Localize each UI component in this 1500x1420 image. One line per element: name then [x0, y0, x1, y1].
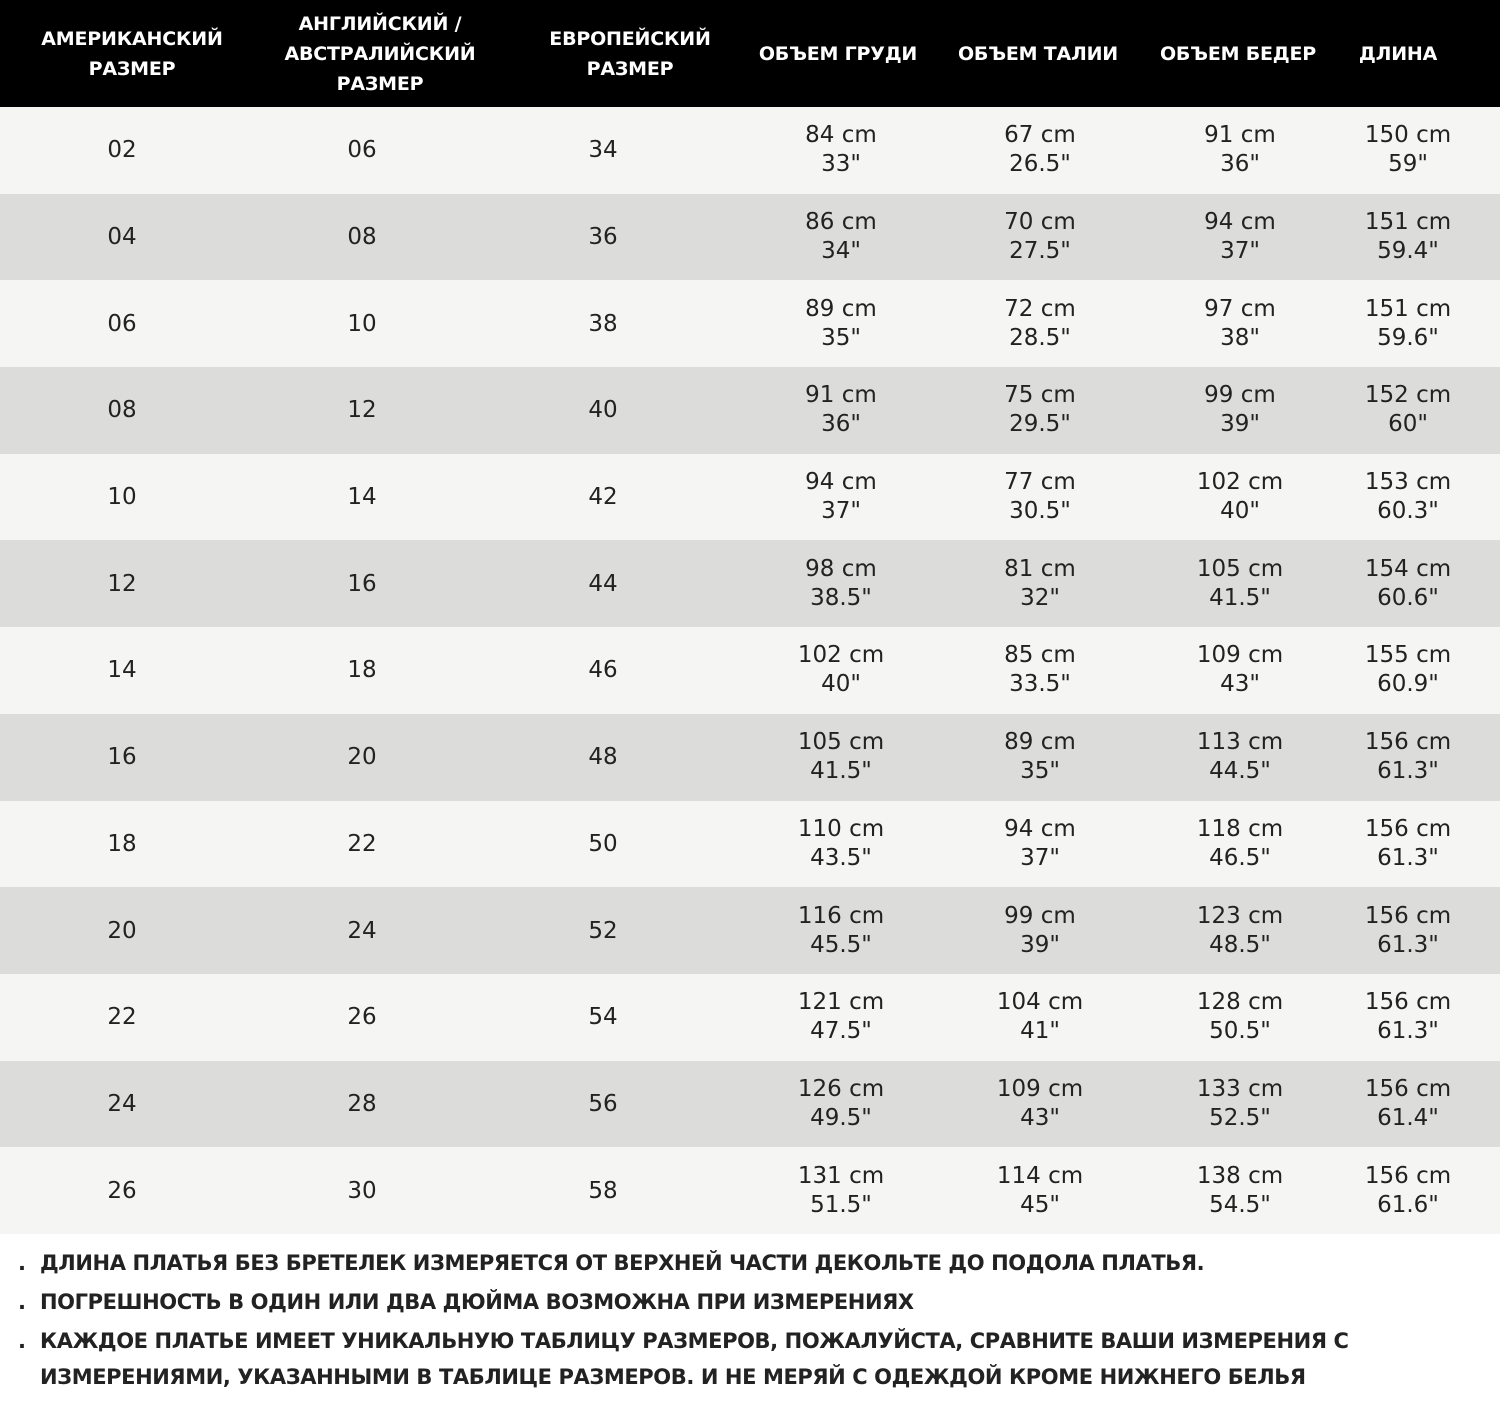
table-row [0, 194, 1500, 281]
cell-uk-size: 20 [347, 744, 377, 771]
cell-hips-cm: 123 cm [1196, 902, 1284, 929]
cell-bust [741, 194, 941, 281]
cell-uk-size: 30 [347, 1177, 377, 1204]
cell-waist-cm: 67 cm [1004, 122, 1076, 149]
cell-length-inches: 60.3" [1377, 498, 1439, 525]
cell-bust-cm: 91 cm [805, 382, 877, 409]
cell-eu-size: 58 [588, 1177, 618, 1204]
table-row [0, 367, 1500, 454]
cell-uk-size: 14 [347, 484, 377, 511]
cell-waist-inches: 41" [1020, 1018, 1060, 1045]
cell-us-size: 20 [107, 917, 137, 944]
cell-bust-inches: 51.5" [810, 1191, 872, 1218]
note-text: КАЖДОЕ ПЛАТЬЕ ИМЕЕТ УНИКАЛЬНУЮ ТАБЛИЦУ РАЗМЕРОВ, ПОЖАЛУЙСТА, СРАВНИТЕ ВАШИ ИЗМЕРЕНИЯ С ИЗМЕРЕНИЯМИ, УКАЗАННЫМИ В ТАБЛИЦЕ РАЗМЕРОВ. И НЕ МЕРЯЙ С ОДЕЖДОЙ КРОМЕ НИЖНЕГО БЕЛЬЯ [40, 1329, 1349, 1389]
cell-waist-inches: 35" [1020, 758, 1060, 785]
cell-length-cm: 156 cm [1364, 815, 1452, 842]
cell-length-cm: 156 cm [1364, 1162, 1452, 1189]
cell-waist-inches: 45" [1020, 1191, 1060, 1218]
header-bust: ОБЪЕМ ГРУДИ [758, 42, 918, 65]
cell-hips-cm: 133 cm [1196, 1075, 1284, 1102]
cell-bust-cm: 121 cm [797, 989, 885, 1016]
cell-uk-size: 10 [347, 310, 377, 337]
cell-uk-size: 26 [347, 1004, 377, 1031]
cell-waist [940, 1061, 1140, 1148]
cell-hips-cm: 94 cm [1204, 209, 1276, 236]
cell-hips-cm: 109 cm [1196, 642, 1284, 669]
cell-eu-size: 36 [588, 224, 618, 251]
cell-bust [741, 1061, 941, 1148]
cell-waist-cm: 77 cm [1004, 469, 1076, 496]
cell-bust-inches: 45.5" [810, 931, 872, 958]
notes-list [18, 1245, 1488, 1398]
cell-length-cm: 151 cm [1364, 209, 1452, 236]
cell-waist-inches: 26.5" [1009, 151, 1071, 178]
cell-hips-cm: 91 cm [1204, 122, 1276, 149]
cell-hips-inches: 52.5" [1209, 1104, 1271, 1131]
cell-us-size: 06 [107, 310, 137, 337]
cell-bust-cm: 89 cm [805, 295, 877, 322]
cell-hips-inches: 54.5" [1209, 1191, 1271, 1218]
note-item [18, 1245, 1488, 1281]
table-row [0, 627, 1500, 714]
cell-waist-cm: 94 cm [1004, 815, 1076, 842]
cell-length [1308, 107, 1500, 194]
cell-hips-cm: 105 cm [1196, 555, 1284, 582]
cell-eu-size: 40 [588, 397, 618, 424]
cell-uk-size: 16 [347, 570, 377, 597]
cell-us-size: 24 [107, 1090, 137, 1117]
cell-bust [741, 540, 941, 627]
cell-length-cm: 156 cm [1364, 1075, 1452, 1102]
cell-eu-size: 46 [588, 657, 618, 684]
cell-hips-cm: 118 cm [1196, 815, 1284, 842]
header-waist: ОБЪЕМ ТАЛИИ [957, 42, 1119, 65]
cell-bust-cm: 94 cm [805, 469, 877, 496]
cell-length-cm: 151 cm [1364, 295, 1452, 322]
cell-bust [741, 367, 941, 454]
header-uk-au-size: АНГЛИЙСКИЙ / АВСТРАЛИЙСКИЙ РАЗМЕР [284, 12, 476, 95]
cell-uk-size: 08 [347, 224, 377, 251]
cell-bust-inches: 37" [821, 498, 861, 525]
cell-bust [741, 974, 941, 1061]
note-text: ДЛИНА ПЛАТЬЯ БЕЗ БРЕТЕЛЕК ИЗМЕРЯЕТСЯ ОТ ВЕРХНЕЙ ЧАСТИ ДЕКОЛЬТЕ ДО ПОДОЛА ПЛАТЬЯ. [40, 1251, 1205, 1275]
cell-length-cm: 156 cm [1364, 902, 1452, 929]
cell-waist-inches: 28.5" [1009, 324, 1071, 351]
cell-waist-cm: 104 cm [996, 989, 1084, 1016]
note-item [18, 1323, 1488, 1395]
cell-length-inches: 59" [1388, 151, 1428, 178]
table-row [0, 1147, 1500, 1234]
cell-waist-inches: 37" [1020, 844, 1060, 871]
cell-bust [741, 627, 941, 714]
cell-us-size: 12 [107, 570, 137, 597]
cell-length [1308, 974, 1500, 1061]
cell-us-size: 26 [107, 1177, 137, 1204]
cell-bust-inches: 41.5" [810, 758, 872, 785]
cell-bust [741, 280, 941, 367]
cell-waist [940, 367, 1140, 454]
cell-length-inches: 60" [1388, 411, 1428, 438]
cell-length-cm: 154 cm [1364, 555, 1452, 582]
cell-bust [741, 714, 941, 801]
cell-length-inches: 61.3" [1377, 931, 1439, 958]
cell-length-inches: 59.4" [1377, 238, 1439, 265]
cell-eu-size: 54 [588, 1004, 618, 1031]
cell-length-cm: 152 cm [1364, 382, 1452, 409]
cell-eu-size: 44 [588, 570, 618, 597]
cell-us-size: 08 [107, 397, 137, 424]
cell-eu-size: 56 [588, 1090, 618, 1117]
cell-bust-inches: 40" [821, 671, 861, 698]
cell-eu-size: 34 [588, 137, 618, 164]
cell-eu-size: 50 [588, 830, 618, 857]
cell-bust-inches: 43.5" [810, 844, 872, 871]
table-row [0, 887, 1500, 974]
cell-length [1308, 454, 1500, 541]
cell-eu-size: 52 [588, 917, 618, 944]
cell-bust [741, 1147, 941, 1234]
table-row [0, 974, 1500, 1061]
cell-hips-inches: 41.5" [1209, 584, 1271, 611]
cell-us-size: 22 [107, 1004, 137, 1031]
cell-waist-inches: 33.5" [1009, 671, 1071, 698]
cell-us-size: 04 [107, 224, 137, 251]
cell-length [1308, 280, 1500, 367]
table-row [0, 1061, 1500, 1148]
cell-length-inches: 61.3" [1377, 844, 1439, 871]
cell-bust [741, 801, 941, 888]
cell-length [1308, 801, 1500, 888]
cell-eu-size: 48 [588, 744, 618, 771]
cell-waist [940, 107, 1140, 194]
cell-us-size: 18 [107, 830, 137, 857]
cell-hips-inches: 37" [1220, 238, 1260, 265]
cell-waist [940, 280, 1140, 367]
cell-length-cm: 156 cm [1364, 989, 1452, 1016]
cell-bust [741, 107, 941, 194]
cell-bust-inches: 36" [821, 411, 861, 438]
cell-length-cm: 156 cm [1364, 729, 1452, 756]
cell-hips-inches: 44.5" [1209, 758, 1271, 785]
cell-waist-inches: 39" [1020, 931, 1060, 958]
header-hips: ОБЪЕМ БЕДЕР [1159, 42, 1317, 65]
cell-hips-inches: 46.5" [1209, 844, 1271, 871]
cell-bust-cm: 105 cm [797, 729, 885, 756]
cell-bust-cm: 110 cm [797, 815, 885, 842]
cell-hips-inches: 36" [1220, 151, 1260, 178]
cell-bust-inches: 35" [821, 324, 861, 351]
cell-length-cm: 155 cm [1364, 642, 1452, 669]
table-row [0, 540, 1500, 627]
cell-length [1308, 1061, 1500, 1148]
cell-waist-inches: 32" [1020, 584, 1060, 611]
cell-length-inches: 60.6" [1377, 584, 1439, 611]
cell-length-inches: 61.4" [1377, 1104, 1439, 1131]
table-row [0, 107, 1500, 194]
cell-hips-inches: 38" [1220, 324, 1260, 351]
cell-waist-inches: 29.5" [1009, 411, 1071, 438]
cell-us-size: 16 [107, 744, 137, 771]
bullet-dot: . [18, 1251, 26, 1275]
cell-waist [940, 627, 1140, 714]
table-row [0, 714, 1500, 801]
cell-us-size: 14 [107, 657, 137, 684]
cell-hips-cm: 128 cm [1196, 989, 1284, 1016]
cell-us-size: 10 [107, 484, 137, 511]
cell-length [1308, 887, 1500, 974]
cell-waist-cm: 109 cm [996, 1075, 1084, 1102]
cell-bust-cm: 84 cm [805, 122, 877, 149]
cell-hips-inches: 40" [1220, 498, 1260, 525]
cell-hips-cm: 113 cm [1196, 729, 1284, 756]
table-row [0, 454, 1500, 541]
cell-hips-cm: 102 cm [1196, 469, 1284, 496]
cell-waist-inches: 27.5" [1009, 238, 1071, 265]
cell-waist-cm: 114 cm [996, 1162, 1084, 1189]
cell-us-size: 02 [107, 137, 137, 164]
cell-length-inches: 61.3" [1377, 758, 1439, 785]
cell-uk-size: 12 [347, 397, 377, 424]
cell-bust-inches: 33" [821, 151, 861, 178]
note-text: ПОГРЕШНОСТЬ В ОДИН ИЛИ ДВА ДЮЙМА ВОЗМОЖНА ПРИ ИЗМЕРЕНИЯХ [40, 1290, 914, 1314]
cell-length-inches: 61.6" [1377, 1191, 1439, 1218]
cell-hips-cm: 97 cm [1204, 295, 1276, 322]
cell-length [1308, 714, 1500, 801]
table-header [0, 0, 1500, 107]
cell-bust-inches: 34" [821, 238, 861, 265]
bullet-dot: . [18, 1290, 26, 1314]
cell-length [1308, 540, 1500, 627]
cell-length-inches: 60.9" [1377, 671, 1439, 698]
cell-waist-cm: 89 cm [1004, 729, 1076, 756]
cell-waist-cm: 81 cm [1004, 555, 1076, 582]
header-length: ДЛИНА [1358, 42, 1438, 65]
cell-waist-cm: 72 cm [1004, 295, 1076, 322]
cell-length [1308, 627, 1500, 714]
cell-waist [940, 1147, 1140, 1234]
cell-length [1308, 194, 1500, 281]
cell-waist [940, 454, 1140, 541]
cell-length-inches: 59.6" [1377, 324, 1439, 351]
cell-eu-size: 38 [588, 310, 618, 337]
cell-hips-cm: 99 cm [1204, 382, 1276, 409]
cell-length [1308, 1147, 1500, 1234]
cell-bust-cm: 116 cm [797, 902, 885, 929]
table-row [0, 801, 1500, 888]
cell-eu-size: 42 [588, 484, 618, 511]
cell-length-cm: 153 cm [1364, 469, 1452, 496]
cell-bust [741, 454, 941, 541]
bullet-dot: . [18, 1329, 26, 1353]
cell-waist-cm: 99 cm [1004, 902, 1076, 929]
cell-waist [940, 801, 1140, 888]
cell-bust-cm: 102 cm [797, 642, 885, 669]
cell-bust-inches: 49.5" [810, 1104, 872, 1131]
cell-waist-inches: 43" [1020, 1104, 1060, 1131]
cell-length-cm: 150 cm [1364, 122, 1452, 149]
cell-hips-inches: 50.5" [1209, 1018, 1271, 1045]
cell-length [1308, 367, 1500, 454]
cell-uk-size: 28 [347, 1090, 377, 1117]
cell-waist [940, 887, 1140, 974]
cell-bust-inches: 47.5" [810, 1018, 872, 1045]
cell-uk-size: 24 [347, 917, 377, 944]
cell-waist-cm: 75 cm [1004, 382, 1076, 409]
cell-waist-cm: 85 cm [1004, 642, 1076, 669]
cell-bust-cm: 98 cm [805, 555, 877, 582]
cell-waist-inches: 30.5" [1009, 498, 1071, 525]
cell-uk-size: 06 [347, 137, 377, 164]
cell-length-inches: 61.3" [1377, 1018, 1439, 1045]
table-row [0, 280, 1500, 367]
cell-waist [940, 974, 1140, 1061]
size-table-body [0, 107, 1500, 1234]
cell-bust-cm: 131 cm [797, 1162, 885, 1189]
cell-hips-inches: 43" [1220, 671, 1260, 698]
cell-waist [940, 540, 1140, 627]
cell-waist [940, 714, 1140, 801]
cell-bust-cm: 126 cm [797, 1075, 885, 1102]
cell-uk-size: 22 [347, 830, 377, 857]
cell-bust [741, 887, 941, 974]
cell-hips-inches: 48.5" [1209, 931, 1271, 958]
cell-hips-cm: 138 cm [1196, 1162, 1284, 1189]
cell-bust-cm: 86 cm [805, 209, 877, 236]
cell-waist-cm: 70 cm [1004, 209, 1076, 236]
cell-waist [940, 194, 1140, 281]
cell-bust-inches: 38.5" [810, 584, 872, 611]
header-us-size: АМЕРИКАНСКИЙ РАЗМЕР [41, 27, 223, 80]
cell-hips-inches: 39" [1220, 411, 1260, 438]
note-item [18, 1284, 1488, 1320]
cell-uk-size: 18 [347, 657, 377, 684]
header-eu-size: ЕВРОПЕЙСКИЙ РАЗМЕР [549, 27, 711, 80]
